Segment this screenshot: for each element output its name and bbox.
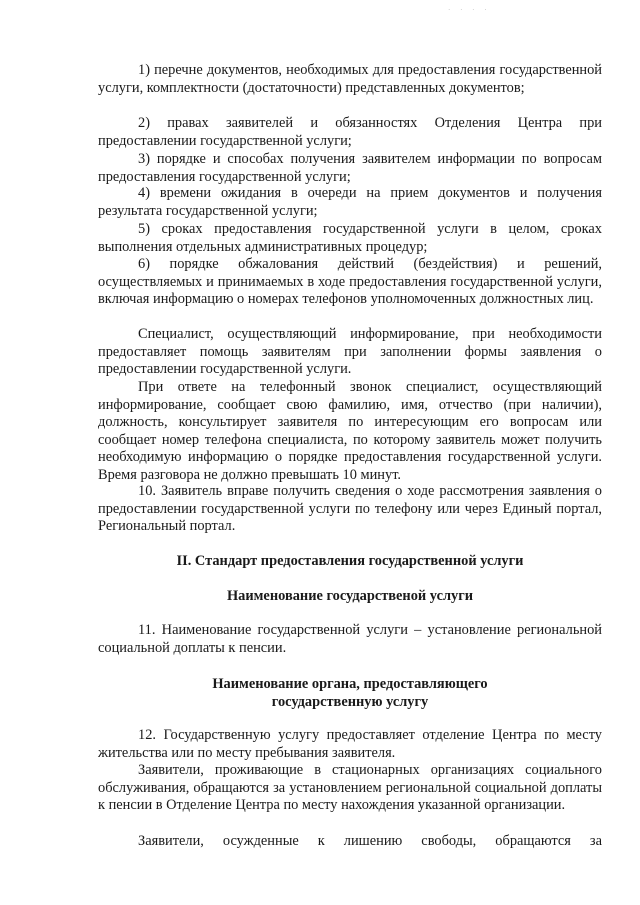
paragraph-phone-call: При ответе на телефонный звонок специалист, осуществляющий информирование, сообщает свою фамилию, имя, отчество (при наличии), должность, консультирует заявителя по интересующим его вопросам или сообщает номер телефона специалиста, по которому заявитель может получить необходимую информацию о порядке предоставления государственной услуги. Время разговора не должно превышать 10 минут.	[98, 379, 602, 483]
list-item-5: 5) сроках предоставления государственной услуги в целом, сроках выполнения отдельных административных процедур;	[98, 221, 602, 255]
section-title: II. Стандарт предоставления государственной услуги	[176, 553, 524, 569]
subheading-service-name: Наименование государственой услуги	[226, 588, 474, 604]
list-item-4: 4) времени ожидания в очереди на прием документов и получения результата государственной услуги;	[98, 185, 602, 219]
paragraph-11: 11. Наименование государственной услуги – установление региональной социальной доплаты к пенсии.	[98, 622, 602, 656]
subheading-agency-line-1: Наименование органа, предоставляющего	[212, 676, 488, 692]
paragraph-12: 12. Государственную услугу предоставляет отделение Центра по месту жительства или по месту пребывания заявителя.	[98, 727, 602, 761]
scan-artifact: · · · ·	[448, 6, 491, 14]
paragraph-applicants-institutions: Заявители, проживающие в стационарных организациях социального обслуживания, обращаются за установлением региональной социальной доплаты к пенсии в Отделение Центра по месту нахождения указанной организации.	[98, 762, 602, 814]
list-item-3: 3) порядке и способах получения заявителем информации по вопросам предоставления государственной услуги;	[98, 151, 602, 185]
list-item-6: 6) порядке обжалования действий (бездействия) и решений, осуществляемых и принимаемых в ходе предоставления государственной услуги, включая информацию о номерах телефонов уполномоченных должностных лиц.	[98, 256, 602, 308]
paragraph-applicants-convicted: Заявители, осужденные к лишению свободы, обращаются за	[138, 833, 602, 849]
paragraph-10: 10. Заявитель вправе получить сведения о ходе рассмотрения заявления о предоставлении государственной услуги по телефону или через Единый портал, Региональный портал.	[98, 483, 602, 535]
paragraph-specialist-assistance: Специалист, осуществляющий информирование, при необходимости предоставляет помощь заявителям при заполнении формы заявления о предоставлении государственной услуги.	[98, 326, 602, 378]
subheading-agency-line-2: государственную услугу	[271, 694, 429, 710]
list-item-1: 1) перечне документов, необходимых для предоставления государственной услуги, комплектности (достаточности) представленных документов;	[98, 62, 602, 96]
list-item-2: 2) правах заявителей и обязанностях Отделения Центра при предоставлении государственной услуги;	[98, 115, 602, 149]
